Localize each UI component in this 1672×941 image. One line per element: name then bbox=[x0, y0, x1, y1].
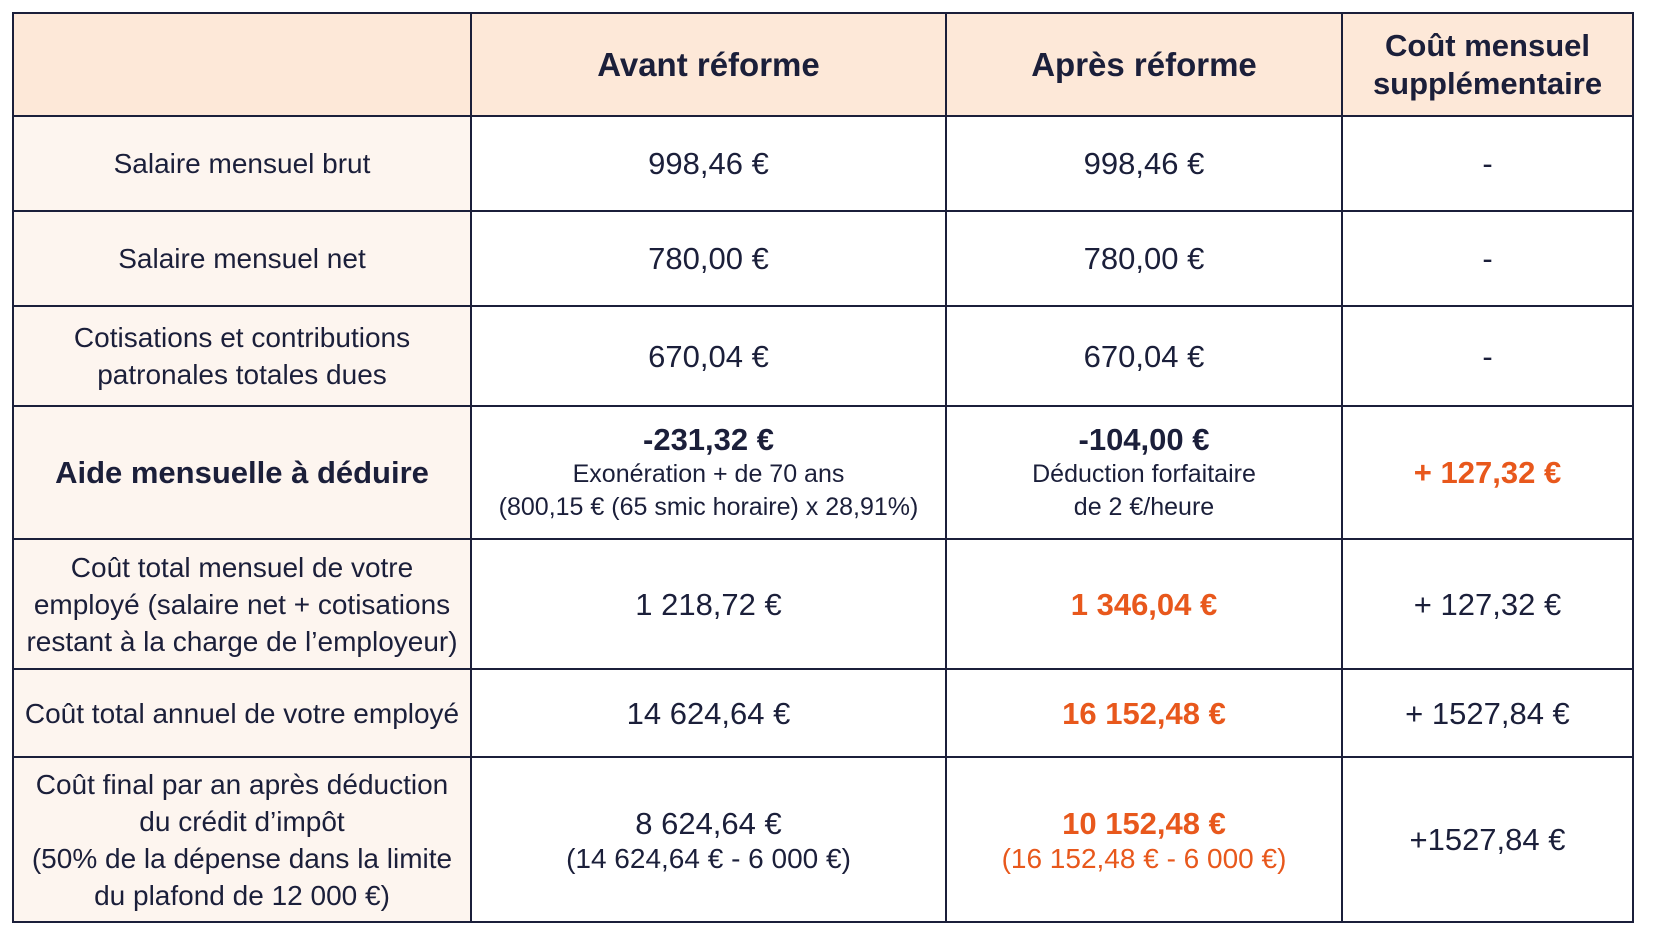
reform-cost-table bbox=[12, 12, 1634, 923]
value-avant: 670,04 € bbox=[471, 306, 946, 406]
row-label-line: employé (salaire net + cotisations bbox=[33, 588, 451, 620]
row-label-line: du crédit d’impôt bbox=[139, 805, 345, 837]
row-label-line: Coût final par an après déduction bbox=[35, 768, 449, 800]
value-avant: 14 624,64 € bbox=[471, 669, 946, 757]
value-avant: 780,00 € bbox=[471, 211, 946, 306]
value-avant bbox=[471, 757, 946, 922]
table-row bbox=[13, 406, 1633, 539]
table-header-row bbox=[13, 13, 1633, 116]
value-diff: - bbox=[1342, 306, 1633, 406]
value-apres-main: -104,00 € bbox=[1078, 422, 1210, 457]
value-diff: +1527,84 € bbox=[1342, 757, 1633, 922]
row-label-line: restant à la charge de l’employeur) bbox=[26, 625, 458, 657]
value-apres: 670,04 € bbox=[946, 306, 1342, 406]
table-row bbox=[13, 116, 1633, 211]
value-apres-main: 10 152,48 € bbox=[1062, 805, 1226, 841]
value-apres: 1 346,04 € bbox=[946, 539, 1342, 669]
comparison-table-wrapper bbox=[12, 12, 1634, 923]
header-apres-reforme: Après réforme bbox=[946, 13, 1342, 116]
header-col3-line1: Coût mensuel bbox=[1385, 27, 1590, 63]
row-label: Coût total annuel de votre employé bbox=[13, 669, 471, 757]
value-avant: 998,46 € bbox=[471, 116, 946, 211]
value-apres-sub: (16 152,48 € - 6 000 €) bbox=[1001, 842, 1287, 874]
row-label-line: Coût total mensuel de votre bbox=[70, 551, 414, 583]
table-row bbox=[13, 211, 1633, 306]
value-avant: 1 218,72 € bbox=[471, 539, 946, 669]
value-apres-sub: Déduction forfaitaire bbox=[1032, 460, 1256, 488]
header-col3-line2: supplémentaire bbox=[1372, 65, 1603, 101]
value-apres-sub: de 2 €/heure bbox=[1073, 493, 1215, 521]
row-label: Salaire mensuel net bbox=[13, 211, 471, 306]
value-diff: - bbox=[1342, 211, 1633, 306]
value-apres: 998,46 € bbox=[946, 116, 1342, 211]
value-avant-sub: (800,15 € (65 smic horaire) x 28,91%) bbox=[498, 493, 919, 521]
row-label bbox=[13, 539, 471, 669]
row-label bbox=[13, 757, 471, 922]
row-label-line: du plafond de 12 000 €) bbox=[94, 879, 390, 911]
table-row bbox=[13, 669, 1633, 757]
table-row bbox=[13, 306, 1633, 406]
value-diff: - bbox=[1342, 116, 1633, 211]
table-row bbox=[13, 757, 1633, 922]
value-diff: + 127,32 € bbox=[1342, 539, 1633, 669]
value-avant-main: 8 624,64 € bbox=[635, 805, 782, 841]
header-cout-supplementaire bbox=[1342, 13, 1633, 116]
value-apres bbox=[946, 406, 1342, 539]
row-label: Aide mensuelle à déduire bbox=[13, 406, 471, 539]
row-label-line: Cotisations et contributions bbox=[73, 322, 411, 353]
value-apres: 16 152,48 € bbox=[946, 669, 1342, 757]
value-diff: + 1527,84 € bbox=[1342, 669, 1633, 757]
row-label-line: (50% de la dépense dans la limite bbox=[31, 842, 453, 874]
value-avant bbox=[471, 406, 946, 539]
value-avant-sub: Exonération + de 70 ans bbox=[572, 460, 845, 488]
header-empty-cell bbox=[13, 13, 471, 116]
value-avant-sub: (14 624,64 € - 6 000 €) bbox=[566, 842, 851, 874]
row-label bbox=[13, 306, 471, 406]
value-apres: 780,00 € bbox=[946, 211, 1342, 306]
table-row bbox=[13, 539, 1633, 669]
row-label: Salaire mensuel brut bbox=[13, 116, 471, 211]
value-avant-main: -231,32 € bbox=[643, 422, 774, 457]
value-apres bbox=[946, 757, 1342, 922]
value-diff: + 127,32 € bbox=[1342, 406, 1633, 539]
header-avant-reforme: Avant réforme bbox=[471, 13, 946, 116]
row-label-line: patronales totales dues bbox=[97, 359, 387, 390]
